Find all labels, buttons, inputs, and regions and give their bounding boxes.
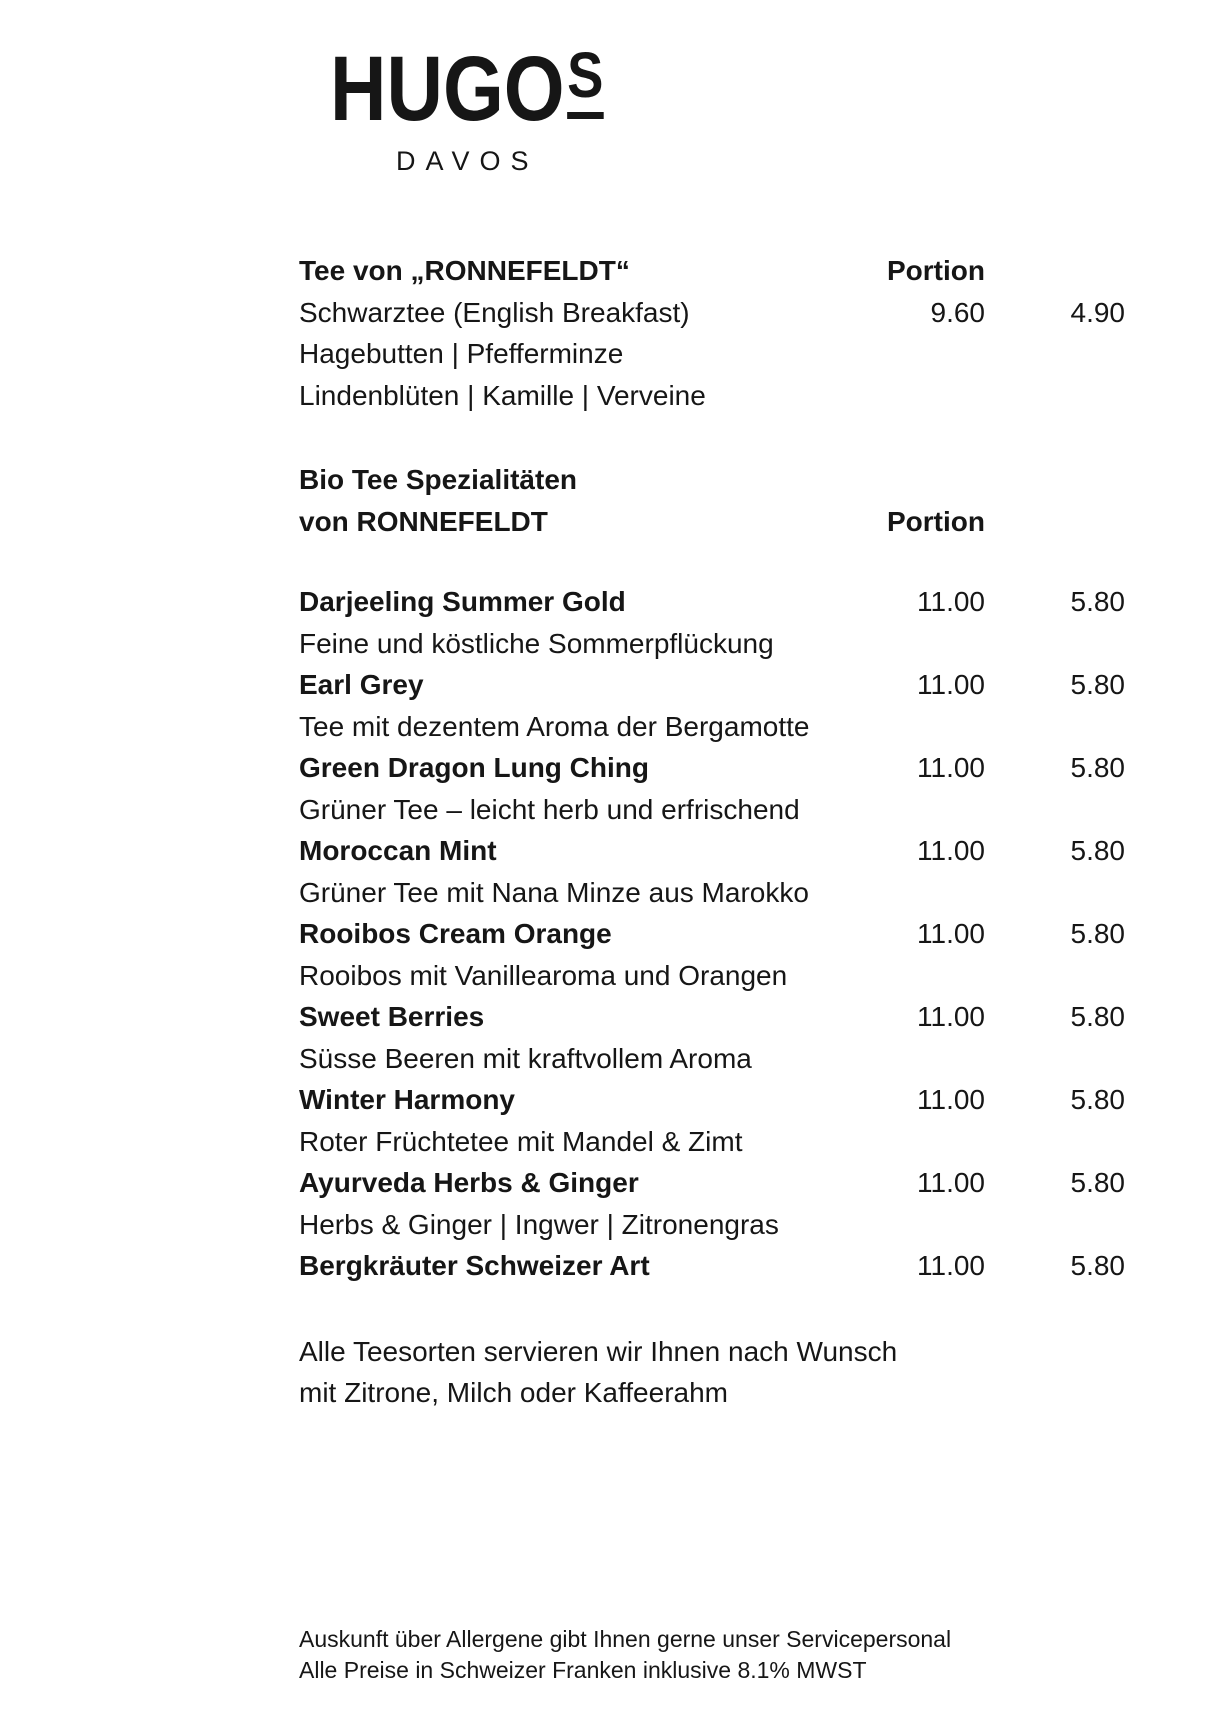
menu-item-row	[299, 664, 1125, 706]
item-description: Grüner Tee – leicht herb und erfrischend	[299, 793, 800, 825]
item-description: Feine und köstliche Sommerpflückung	[299, 627, 774, 659]
item-price-cup: 5.80	[1070, 1084, 1125, 1115]
menu-item-row	[299, 747, 1125, 789]
item-price-cup: 5.80	[1070, 918, 1125, 949]
item-price-portion: 11.00	[917, 918, 985, 949]
item-price-portion: 11.00	[917, 1084, 985, 1115]
menu-item-row	[299, 830, 1125, 872]
menu-body	[299, 250, 1125, 1414]
item-description-row	[299, 872, 1125, 914]
service-note-text: mit Zitrone, Milch oder Kaffeerahm	[299, 1377, 728, 1408]
item-price-portion: 9.60	[930, 296, 985, 328]
logo-underlined-s: S	[567, 43, 603, 119]
service-note	[299, 1331, 1125, 1414]
logo-location: DAVOS	[396, 146, 539, 176]
item-description-row	[299, 706, 1125, 748]
portion-column-header: Portion	[887, 255, 985, 286]
item-price-portion: 11.00	[917, 1250, 985, 1281]
item-description-row	[299, 1038, 1125, 1080]
section-title-row	[299, 459, 1125, 501]
item-description: Rooibos mit Vanillearoma und Orangen	[299, 959, 788, 991]
item-name: Green Dragon Lung Ching	[299, 752, 649, 783]
item-price-portion: 11.00	[917, 752, 985, 783]
item-name: Schwarztee (English Breakfast)	[299, 296, 690, 328]
item-price-cup: 5.80	[1070, 835, 1125, 866]
menu-section-classic-tea	[299, 250, 1125, 416]
logo-wordmark	[330, 38, 604, 140]
item-price-portion: 11.00	[917, 586, 985, 617]
service-note-line	[299, 1331, 1125, 1373]
varieties-text: Lindenblüten | Kamille | Verveine	[299, 379, 706, 411]
item-price-portion: 11.00	[917, 669, 985, 700]
varieties-line	[299, 375, 1125, 417]
item-description: Grüner Tee mit Nana Minze aus Marokko	[299, 876, 809, 908]
item-name: Moroccan Mint	[299, 835, 497, 866]
item-description-row	[299, 789, 1125, 831]
portion-column-header: Portion	[887, 505, 985, 537]
item-description: Roter Früchtetee mit Mandel & Zimt	[299, 1125, 743, 1157]
menu-item-row	[299, 996, 1125, 1038]
item-price-cup: 5.80	[1070, 669, 1125, 700]
brand-logo	[330, 38, 652, 176]
item-description-row	[299, 1204, 1125, 1246]
section-title-line1: Bio Tee Spezialitäten	[299, 464, 577, 495]
item-description: Herbs & Ginger | Ingwer | Zitronengras	[299, 1208, 779, 1240]
section-header-row	[299, 250, 1125, 292]
varieties-line	[299, 333, 1125, 375]
menu-section-bio-tea-header	[299, 459, 1125, 542]
item-price-cup: 4.90	[1070, 296, 1125, 328]
menu-item-row	[299, 581, 1125, 623]
item-name: Darjeeling Summer Gold	[299, 586, 626, 617]
logo-main-text: HUGO	[330, 38, 565, 140]
service-note-line	[299, 1372, 1125, 1414]
menu-item-row	[299, 913, 1125, 955]
item-price-portion: 11.00	[917, 835, 985, 866]
menu-section-bio-tea-list	[299, 581, 1125, 1287]
item-price-portion: 11.00	[917, 1001, 985, 1032]
item-name: Ayurveda Herbs & Ginger	[299, 1167, 639, 1198]
item-price-cup: 5.80	[1070, 586, 1125, 617]
item-price-cup: 5.80	[1070, 1167, 1125, 1198]
item-price-cup: 5.80	[1070, 1001, 1125, 1032]
item-price-cup: 5.80	[1070, 1250, 1125, 1281]
item-name: Winter Harmony	[299, 1084, 516, 1115]
item-name: Rooibos Cream Orange	[299, 918, 612, 949]
menu-item-row	[299, 1245, 1125, 1287]
item-price-portion: 11.00	[917, 1167, 985, 1198]
footer-price-line: Alle Preise in Schweizer Franken inklusive 8.1% MWST	[299, 1657, 867, 1683]
item-description-row	[299, 955, 1125, 997]
section-title-line2: von RONNEFELDT	[299, 505, 548, 537]
item-name: Earl Grey	[299, 669, 424, 700]
section-title: Tee von „RONNEFELDT“	[299, 255, 630, 286]
service-note-text: Alle Teesorten servieren wir Ihnen nach Wunsch	[299, 1335, 898, 1367]
footer-allergen-line: Auskunft über Allergene gibt Ihnen gerne unser Servicepersonal	[299, 1626, 952, 1652]
item-price-cup: 5.80	[1070, 752, 1125, 783]
footer-note	[299, 1624, 1125, 1686]
item-name: Bergkräuter Schweizer Art	[299, 1250, 650, 1281]
item-description-row	[299, 1121, 1125, 1163]
section-title-row	[299, 501, 1125, 543]
menu-item-row	[299, 1079, 1125, 1121]
menu-item-row	[299, 292, 1125, 334]
item-name: Sweet Berries	[299, 1001, 485, 1032]
item-description-row	[299, 623, 1125, 665]
menu-item-row	[299, 1162, 1125, 1204]
item-description: Süsse Beeren mit kraftvollem Aroma	[299, 1042, 752, 1074]
item-description: Tee mit dezentem Aroma der Bergamotte	[299, 710, 810, 742]
varieties-text: Hagebutten | Pfefferminze	[299, 338, 624, 369]
